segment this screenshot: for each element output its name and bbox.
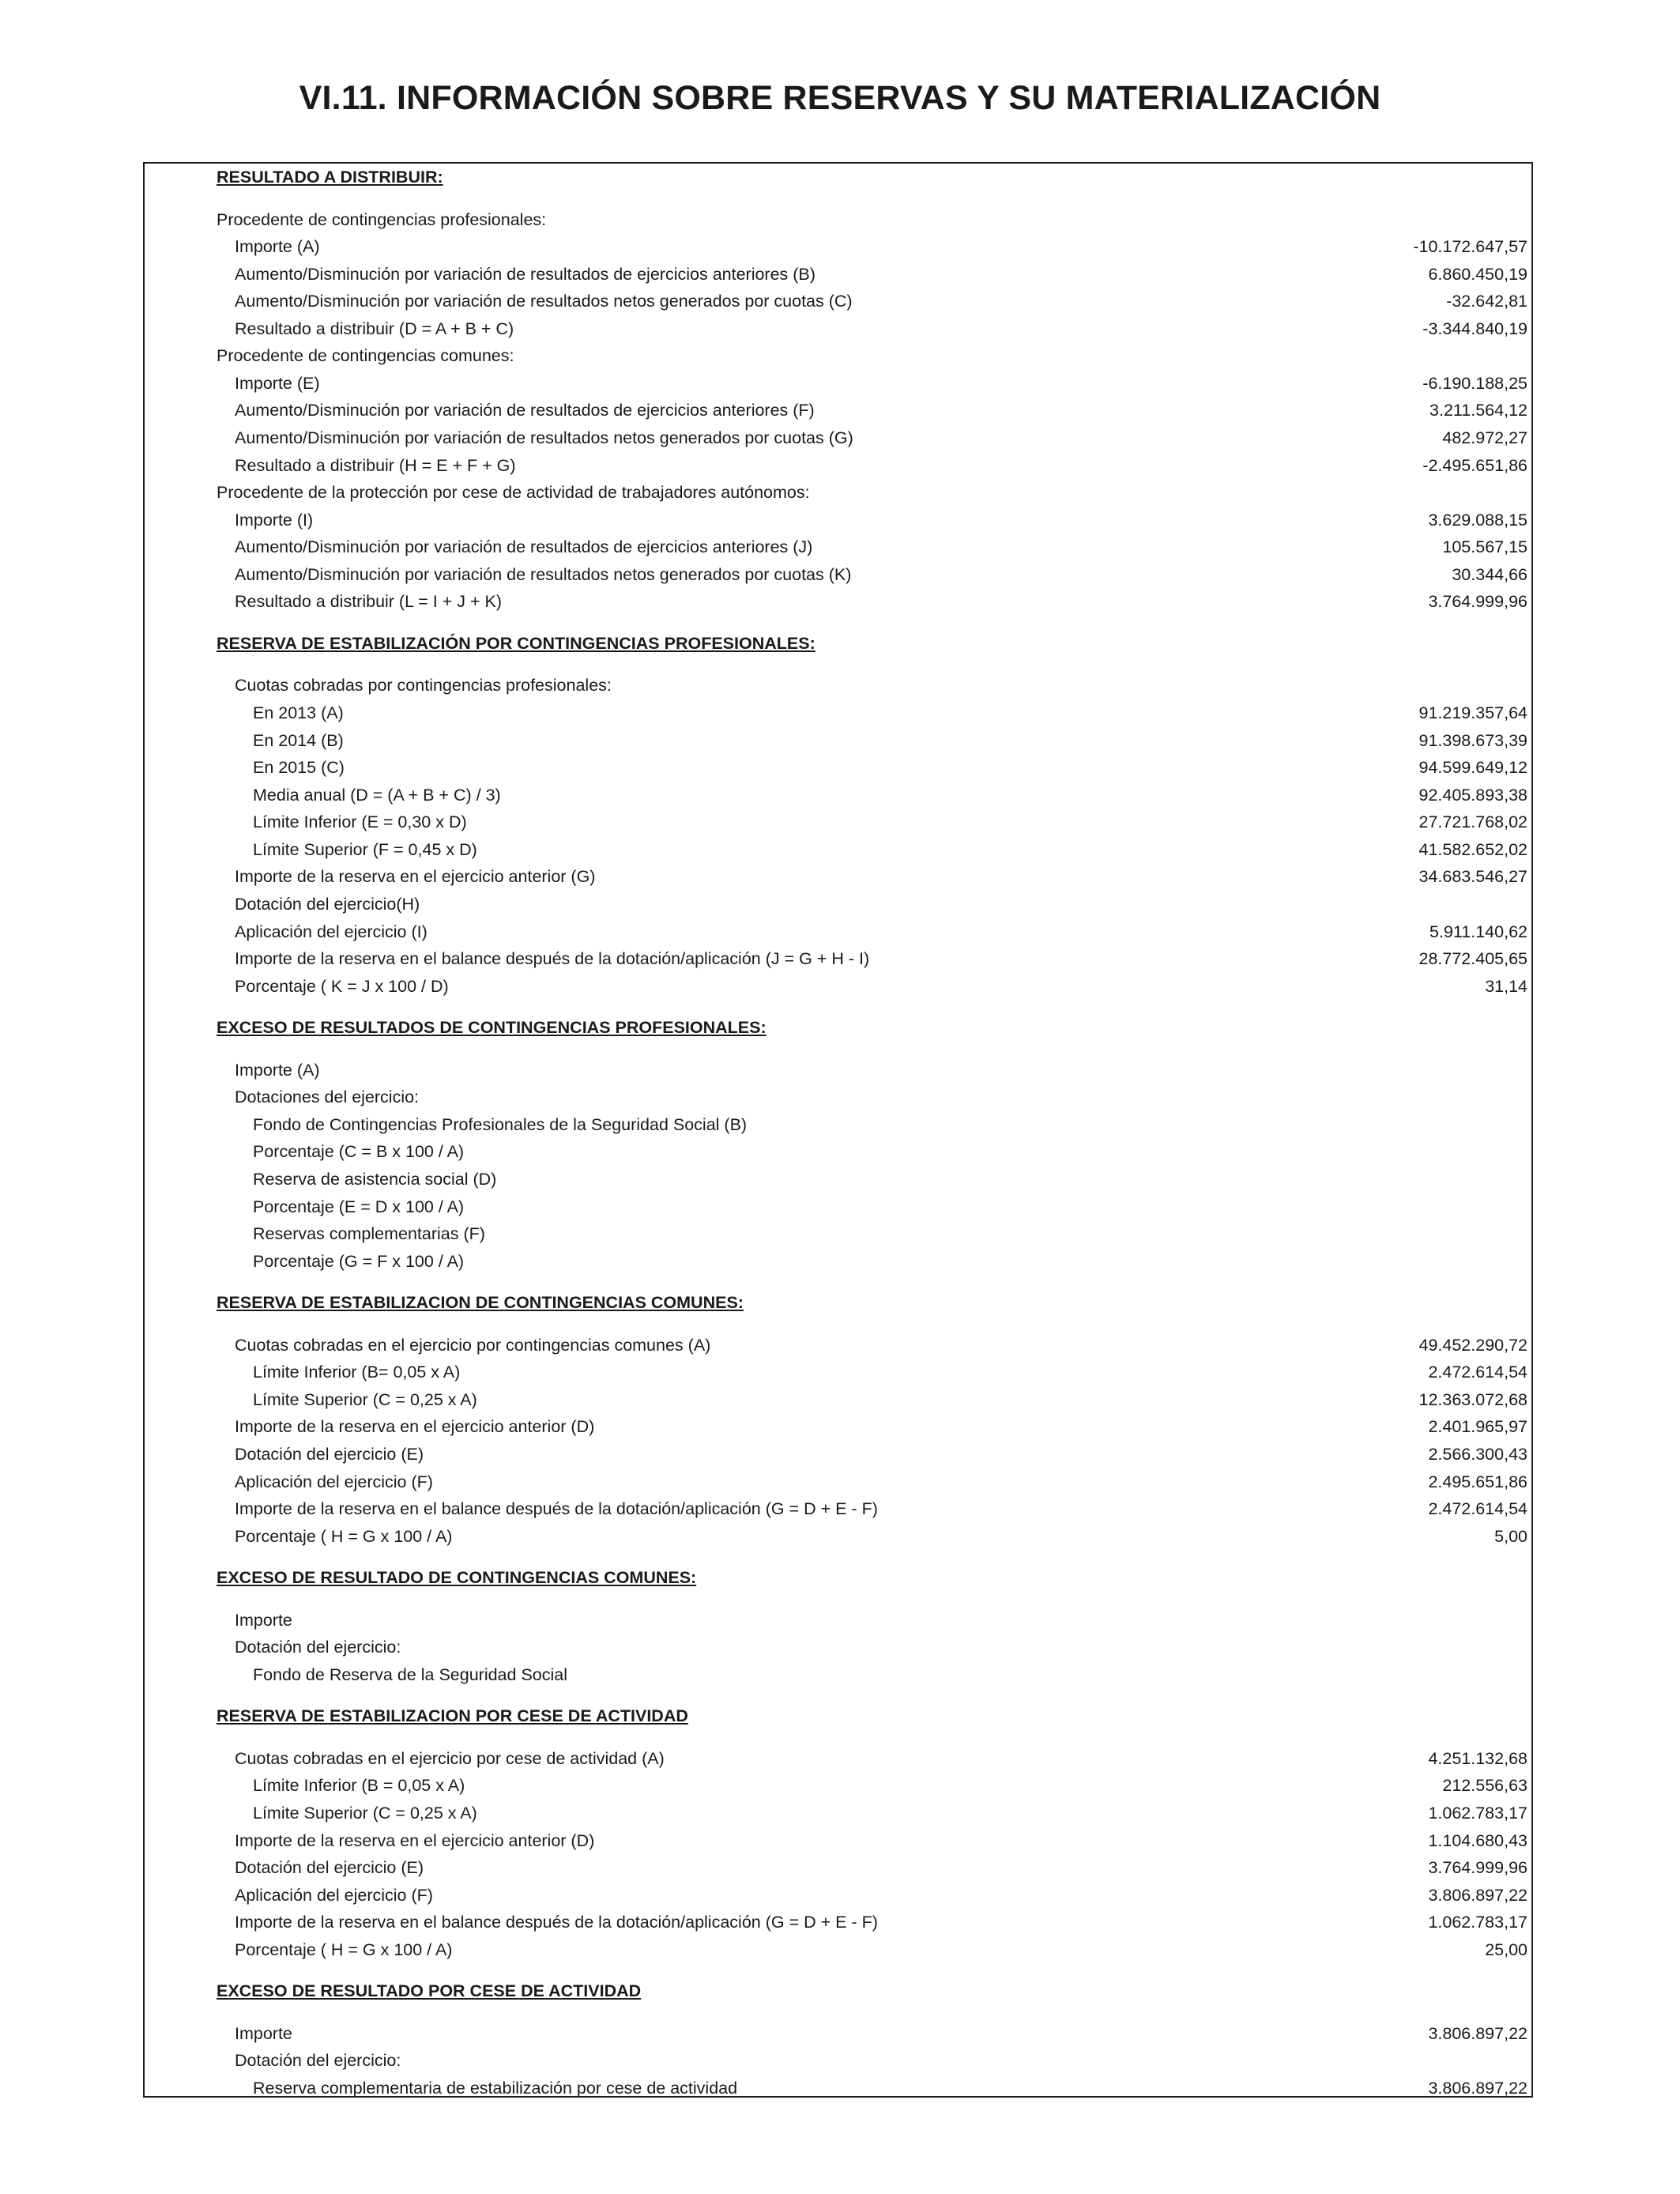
row-label: Importe (E)	[235, 374, 320, 393]
table-row	[253, 754, 1527, 781]
row-label: En 2015 (C)	[253, 758, 345, 777]
row-label: Procedente de contingencias profesionales:	[217, 210, 547, 229]
row-value: 28.772.405,65	[1418, 949, 1527, 968]
table-row	[253, 2075, 1527, 2102]
row-value: -6.190.188,25	[1422, 374, 1527, 393]
row-value: 212.556,63	[1442, 1776, 1527, 1795]
row-value: 34.683.546,27	[1418, 867, 1527, 886]
table-row	[235, 1057, 1527, 1084]
table-row	[235, 1495, 1527, 1522]
section-heading-label: RESULTADO A DISTRIBUIR:	[217, 168, 443, 187]
row-value: 4.251.132,68	[1428, 1749, 1527, 1768]
section-heading	[217, 1564, 1527, 1591]
table-row	[253, 836, 1527, 863]
row-label: Límite Superior (C = 0,25 x A)	[253, 1804, 477, 1823]
section-heading-label: RESERVA DE ESTABILIZACIÓN POR CONTINGENCIAS PROFESIONALES:	[217, 634, 816, 653]
row-value: 1.104.680,43	[1428, 1831, 1527, 1850]
row-label: Porcentaje ( H = G x 100 / A)	[235, 1527, 453, 1546]
row-value: 2.472.614,54	[1428, 1363, 1527, 1382]
row-value: -3.344.840,19	[1422, 319, 1527, 338]
table-row	[235, 533, 1527, 560]
table-row	[235, 1607, 1527, 1634]
table-row	[253, 1220, 1527, 1247]
table-row	[235, 561, 1527, 588]
row-label: Media anual (D = (A + B + C) / 3)	[253, 786, 501, 805]
row-value: 482.972,27	[1442, 428, 1527, 447]
row-label: Importe	[235, 1611, 292, 1630]
table-row	[235, 288, 1527, 315]
table-row	[235, 918, 1527, 945]
section-heading	[217, 164, 1527, 190]
row-label: Límite Superior (F = 0,45 x D)	[253, 840, 477, 859]
page-title: VI.11. INFORMACIÓN SOBRE RESERVAS Y SU MATERIALIZACIÓN	[299, 79, 1381, 117]
table-row	[235, 1441, 1527, 1468]
table-row	[253, 699, 1527, 726]
table-row	[235, 1084, 1527, 1110]
table-row	[235, 397, 1527, 424]
row-value: 5.911.140,62	[1430, 922, 1527, 941]
row-label: Dotación del ejercicio (E)	[235, 1445, 424, 1464]
table-row	[235, 315, 1527, 342]
table-row	[253, 1248, 1527, 1275]
row-value: 25,00	[1485, 1940, 1527, 1959]
section-heading	[217, 1702, 1527, 1729]
table-row	[235, 2020, 1527, 2047]
row-value: 3.629.088,15	[1428, 511, 1527, 530]
row-label: Límite Inferior (B= 0,05 x A)	[253, 1363, 461, 1382]
section-heading-label: EXCESO DE RESULTADOS DE CONTINGENCIAS PROFESIONALES:	[217, 1018, 767, 1037]
table-row	[235, 424, 1527, 451]
section-heading	[217, 1977, 1527, 2004]
row-label: Importe (A)	[235, 237, 320, 256]
table-row	[235, 1332, 1527, 1359]
row-label: Aumento/Disminución por variación de resultados netos generados por cuotas (G)	[235, 428, 853, 447]
row-label: Aplicación del ejercicio (F)	[235, 1472, 433, 1491]
row-value: 2.472.614,54	[1428, 1499, 1527, 1518]
row-label: Procedente de contingencias comunes:	[217, 346, 514, 365]
table-row	[217, 206, 1527, 233]
section-heading-label: RESERVA DE ESTABILIZACION DE CONTINGENCIAS COMUNES:	[217, 1293, 744, 1312]
table-row	[235, 1909, 1527, 1936]
table-row	[253, 782, 1527, 809]
row-label: Cuotas cobradas por contingencias profesionales:	[235, 676, 612, 695]
row-value: 3.764.999,96	[1428, 1858, 1527, 1877]
row-label: Dotación del ejercicio (E)	[235, 1858, 424, 1877]
table-row	[235, 1745, 1527, 1772]
table-row	[235, 945, 1527, 972]
table-row	[235, 233, 1527, 260]
table-row	[253, 1138, 1527, 1165]
row-value: 94.599.649,12	[1418, 758, 1527, 777]
row-value: 3.211.564,12	[1430, 401, 1527, 420]
row-value: 6.860.450,19	[1428, 265, 1527, 284]
row-label: Cuotas cobradas en el ejercicio por contingencias comunes (A)	[235, 1336, 711, 1355]
table-row	[253, 809, 1527, 835]
table-row	[235, 1882, 1527, 1909]
row-value: 92.405.893,38	[1418, 786, 1527, 805]
table-row	[235, 1936, 1527, 1963]
row-value: 12.363.072,68	[1418, 1390, 1527, 1409]
table-row	[235, 973, 1527, 1000]
row-label: Porcentaje ( H = G x 100 / A)	[235, 1940, 453, 1959]
table-row	[253, 1772, 1527, 1799]
row-label: En 2013 (A)	[253, 703, 344, 722]
row-label: Importe (A)	[235, 1061, 320, 1080]
table-row	[253, 1359, 1527, 1385]
row-label: Aumento/Disminución por variación de resultados netos generados por cuotas (C)	[235, 292, 853, 311]
row-label: Importe de la reserva en el balance después de la dotación/aplicación (G = D + E - F)	[235, 1913, 878, 1932]
row-value: 5,00	[1494, 1527, 1527, 1546]
table-row	[235, 588, 1527, 615]
row-value: 2.566.300,43	[1428, 1445, 1527, 1464]
table-row	[235, 1827, 1527, 1854]
row-value: -2.495.651,86	[1422, 456, 1527, 475]
row-label: Resultado a distribuir (D = A + B + C)	[235, 319, 514, 338]
row-label: Límite Superior (C = 0,25 x A)	[253, 1390, 477, 1409]
row-label: Porcentaje ( K = J x 100 / D)	[235, 977, 449, 996]
section-heading	[217, 1289, 1527, 1316]
row-label: Fondo de Reserva de la Seguridad Social	[253, 1665, 568, 1684]
table-row	[217, 479, 1527, 506]
section-heading-label: EXCESO DE RESULTADO POR CESE DE ACTIVIDAD	[217, 1981, 642, 2000]
row-label: Aplicación del ejercicio (F)	[235, 1886, 433, 1905]
table-row	[235, 261, 1527, 288]
table-row	[235, 1523, 1527, 1550]
row-label: Porcentaje (E = D x 100 / A)	[253, 1197, 465, 1216]
table-row	[217, 342, 1527, 369]
table-row	[235, 507, 1527, 533]
table-row	[235, 891, 1527, 918]
row-label: Importe de la reserva en el balance después de la dotación/aplicación (J = G + H - I)	[235, 949, 870, 968]
row-label: Aumento/Disminución por variación de resultados de ejercicios anteriores (B)	[235, 265, 816, 284]
row-label: Aumento/Disminución por variación de resultados netos generados por cuotas (K)	[235, 565, 852, 584]
table-row	[253, 1193, 1527, 1220]
row-value: 2.401.965,97	[1428, 1417, 1527, 1436]
table-row	[235, 370, 1527, 397]
row-value: 31,14	[1485, 977, 1527, 996]
row-label: Dotación del ejercicio:	[235, 1638, 401, 1657]
row-value: 49.452.290,72	[1418, 1336, 1527, 1355]
table-row	[253, 1166, 1527, 1193]
row-value: 1.062.783,17	[1428, 1804, 1527, 1823]
table-row	[253, 727, 1527, 754]
row-label: Importe	[235, 2024, 292, 2043]
row-label: Porcentaje (C = B x 100 / A)	[253, 1142, 465, 1161]
section-heading-label: EXCESO DE RESULTADO DE CONTINGENCIAS COMUNES:	[217, 1568, 697, 1587]
row-label: Importe (I)	[235, 511, 314, 530]
row-label: Importe de la reserva en el ejercicio anterior (G)	[235, 867, 596, 886]
row-label: Importe de la reserva en el balance después de la dotación/aplicación (G = D + E - F)	[235, 1499, 878, 1518]
row-value: 91.398.673,39	[1418, 731, 1527, 750]
row-value: 3.764.999,96	[1428, 592, 1527, 611]
row-label: Dotación del ejercicio(H)	[235, 895, 420, 914]
row-value: 3.806.897,22	[1428, 1886, 1527, 1905]
section-heading-label: RESERVA DE ESTABILIZACION POR CESE DE ACTIVIDAD	[217, 1706, 688, 1725]
table-row	[253, 1111, 1527, 1138]
section-heading	[217, 1014, 1527, 1041]
table-row	[235, 1854, 1527, 1881]
row-value: 27.721.768,02	[1418, 812, 1527, 831]
row-label: Fondo de Contingencias Profesionales de la Seguridad Social (B)	[253, 1115, 748, 1134]
row-label: Aumento/Disminución por variación de resultados de ejercicios anteriores (J)	[235, 537, 813, 556]
table-row	[253, 1661, 1527, 1688]
row-label: Procedente de la protección por cese de actividad de trabajadores autónomos:	[217, 483, 810, 502]
row-label: Límite Inferior (E = 0,30 x D)	[253, 812, 467, 831]
table-row	[235, 2047, 1527, 2074]
row-label: Aumento/Disminución por variación de resultados de ejercicios anteriores (F)	[235, 401, 815, 420]
section-heading	[217, 630, 1527, 657]
table-row	[235, 1413, 1527, 1440]
table-row	[253, 1800, 1527, 1826]
row-value: 41.582.652,02	[1418, 840, 1527, 859]
row-label: En 2014 (B)	[253, 731, 344, 750]
row-value: 3.806.897,22	[1428, 2079, 1527, 2098]
table-row	[235, 1634, 1527, 1661]
row-label: Reserva de asistencia social (D)	[253, 1170, 497, 1189]
table-row	[235, 1468, 1527, 1495]
row-label: Dotación del ejercicio:	[235, 2051, 401, 2070]
row-label: Dotaciones del ejercicio:	[235, 1088, 420, 1106]
row-label: Importe de la reserva en el ejercicio anterior (D)	[235, 1831, 595, 1850]
row-value: 30.344,66	[1452, 565, 1527, 584]
table-row	[235, 452, 1527, 479]
table-row	[235, 672, 1527, 699]
row-value: -32.642,81	[1446, 292, 1527, 311]
row-label: Resultado a distribuir (H = E + F + G)	[235, 456, 516, 475]
row-value: 91.219.357,64	[1418, 703, 1527, 722]
row-label: Límite Inferior (B = 0,05 x A)	[253, 1776, 465, 1795]
row-label: Resultado a distribuir (L = I + J + K)	[235, 592, 502, 611]
row-label: Aplicación del ejercicio (I)	[235, 922, 428, 941]
table-row	[235, 863, 1527, 890]
row-label: Importe de la reserva en el ejercicio anterior (D)	[235, 1417, 595, 1436]
row-value: 3.806.897,22	[1428, 2024, 1527, 2043]
row-label: Cuotas cobradas en el ejercicio por cese de actividad (A)	[235, 1749, 665, 1768]
row-value: 2.495.651,86	[1428, 1472, 1527, 1491]
row-value: -10.172.647,57	[1413, 237, 1527, 256]
row-value: 1.062.783,17	[1428, 1913, 1527, 1932]
table-row	[253, 1386, 1527, 1413]
row-value: 105.567,15	[1442, 537, 1527, 556]
row-label: Porcentaje (G = F x 100 / A)	[253, 1252, 465, 1271]
row-label: Reservas complementarias (F)	[253, 1224, 485, 1243]
row-label: Reserva complementaria de estabilización por cese de actividad	[253, 2079, 738, 2098]
